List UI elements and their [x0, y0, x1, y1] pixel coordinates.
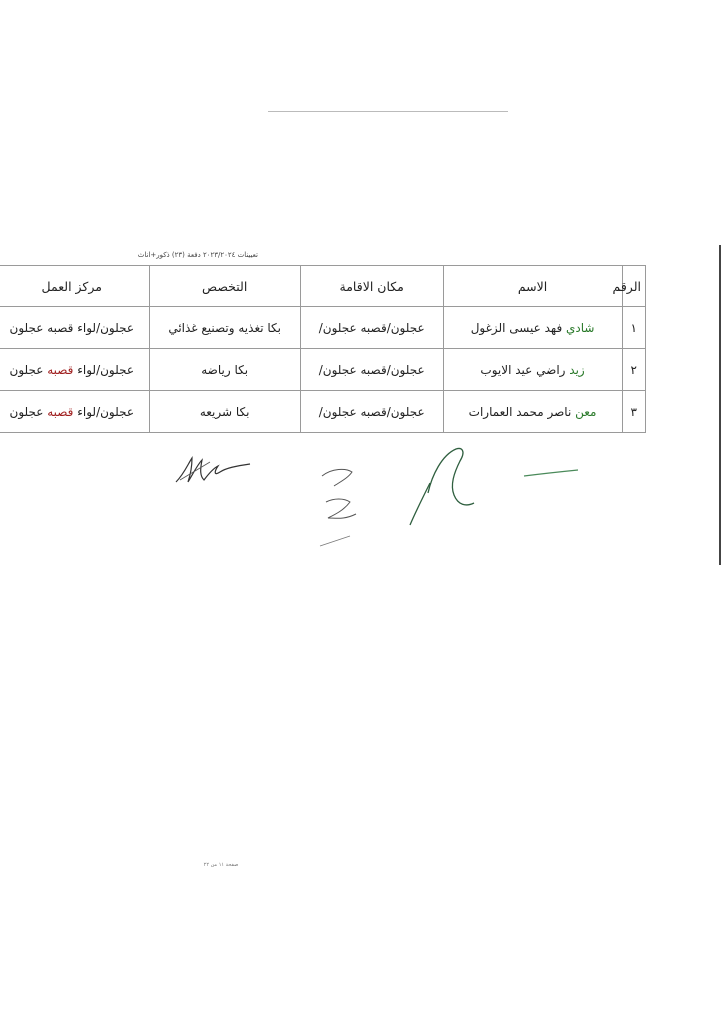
table-row [0, 307, 646, 349]
row-number: ٢ [622, 349, 645, 391]
row-work-center [0, 349, 149, 391]
header-work-center: مركز العمل [0, 266, 149, 307]
signature-3 [402, 445, 482, 530]
row-name [443, 349, 622, 391]
appointments-table [0, 265, 646, 433]
work-highlight: قصبه [47, 404, 74, 419]
name-rest: راضي عيد الايوب [480, 362, 570, 377]
page-footer: صفحة ١١ من ٢٢ [203, 862, 239, 868]
row-work-center [0, 391, 149, 433]
header-name: الاسم [443, 266, 622, 307]
name-rest: فهد عيسى الزغول [470, 320, 566, 335]
row-number: ١ [622, 307, 645, 349]
row-specialization: بكا شريعه [149, 391, 300, 433]
name-rest: ناصر محمد العمارات [468, 404, 576, 419]
table-caption: تعيينات ٢٠٢٣/٢٠٢٤ دفعة (٢٣) ذكور+اناث [137, 251, 258, 259]
row-number: ٣ [622, 391, 645, 433]
signature-4 [520, 462, 582, 482]
table-row [0, 349, 646, 391]
header-number: الرقم [622, 266, 645, 307]
work-pre: عجلون/لواء قصبه عجلون [9, 320, 134, 335]
work-pre: عجلون/لواء [73, 362, 135, 377]
row-name [443, 391, 622, 433]
work-pre: عجلون/لواء [73, 404, 135, 419]
top-divider [268, 111, 508, 112]
header-specialization: التخصص [149, 266, 300, 307]
page-edge-line [719, 245, 721, 565]
name-first-highlight: شادي [566, 320, 595, 335]
work-highlight: قصبه [47, 362, 74, 377]
row-work-center [0, 307, 149, 349]
row-name [443, 307, 622, 349]
signature-1 [170, 450, 260, 490]
table-row [0, 391, 646, 433]
name-first-highlight: معن [575, 404, 597, 419]
signature-2 [310, 462, 370, 552]
table-header-row [0, 266, 646, 307]
header-residence: مكان الاقامة [300, 266, 443, 307]
row-residence: عجلون/قصبه عجلون/ [300, 391, 443, 433]
row-specialization: بكا تغذيه وتصنيع غذائي [149, 307, 300, 349]
row-residence: عجلون/قصبه عجلون/ [300, 307, 443, 349]
name-first-highlight: زيد [569, 362, 585, 377]
work-post: عجلون [9, 404, 48, 419]
row-residence: عجلون/قصبه عجلون/ [300, 349, 443, 391]
work-post: عجلون [9, 362, 48, 377]
row-specialization: بكا رياضه [149, 349, 300, 391]
